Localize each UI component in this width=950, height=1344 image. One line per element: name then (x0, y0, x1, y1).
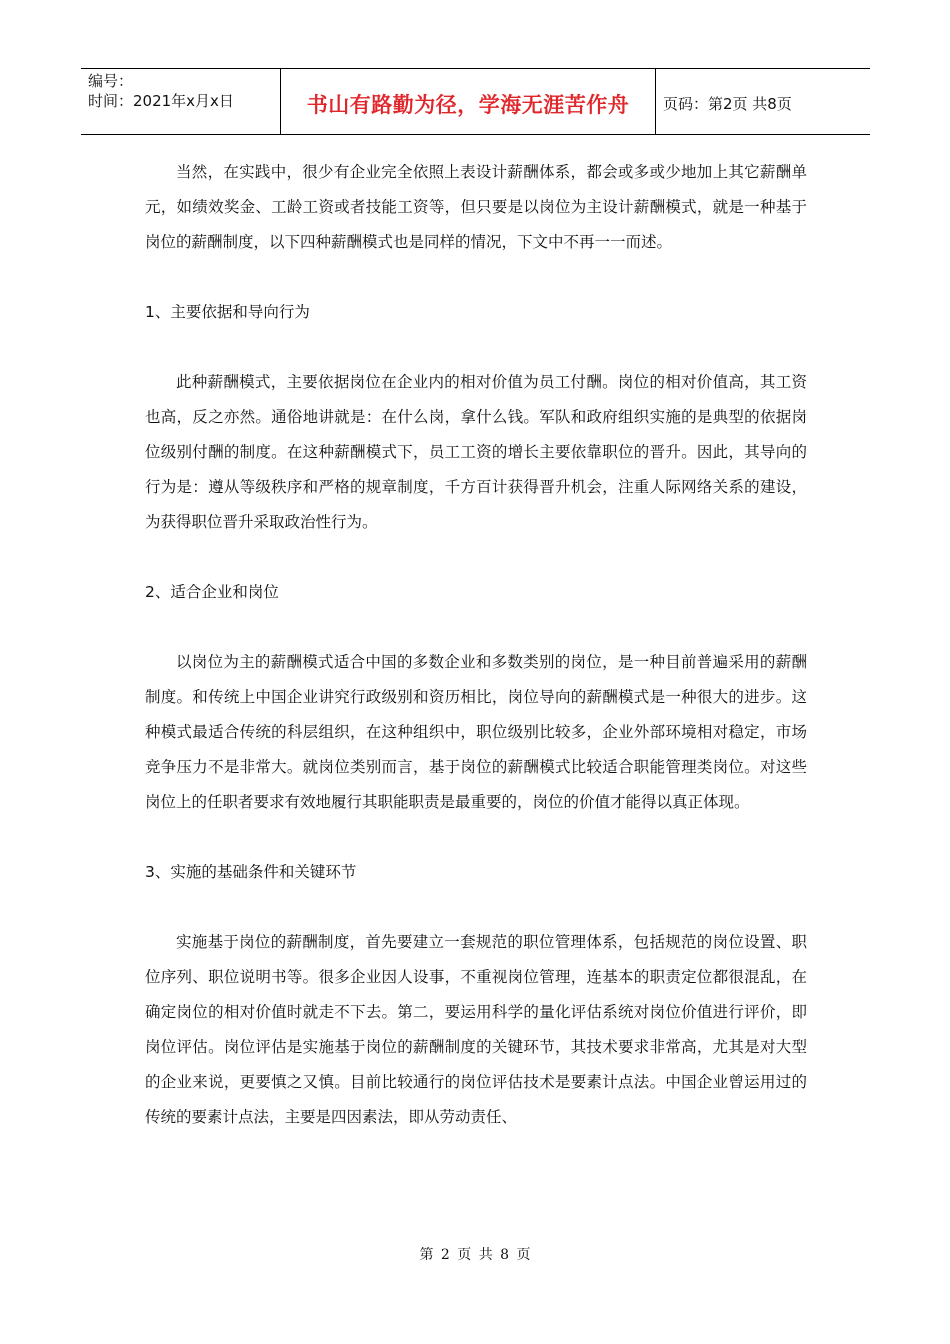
header-page-number: 页码：第2页 共8页 (663, 95, 792, 113)
spacer (145, 890, 807, 925)
spacer (145, 330, 807, 365)
spacer (145, 610, 807, 645)
section-paragraph-2: 以岗位为主的薪酬模式适合中国的多数企业和多数类别的岗位，是一种目前普遍采用的薪酬制度。和传统上中国企业讲究行政级别和资历相比，岗位导向的薪酬模式是一种很大的进步。这种模式最适合传统的科层组织，在这种组织中，职位级别比较多，企业外部环境相对稳定，市场竞争压力不是非常大。就岗位类别而言，基于岗位的薪酬模式比较适合职能管理类岗位。对这些岗位上的任职者要求有效地履行其职能职责是最重要的，岗位的价值才能得以真正体现。 (145, 653, 807, 811)
header-meta-cell (81, 69, 281, 134)
header-motto-cell (281, 69, 656, 134)
document-date-label: 时间：2021年x月x日 (88, 92, 234, 110)
header-motto: 书山有路勤为径，学海无涯苦作舟 (306, 92, 630, 117)
document-header (81, 68, 870, 135)
spacer (145, 540, 807, 575)
section-heading-3: 3、实施的基础条件和关键环节 (145, 863, 357, 881)
document-body (145, 155, 807, 1135)
section-heading-2: 2、适合企业和岗位 (145, 583, 279, 601)
document-number-label: 编号： (88, 72, 134, 90)
spacer (145, 260, 807, 295)
section-paragraph-3: 实施基于岗位的薪酬制度，首先要建立一套规范的职位管理体系，包括规范的岗位设置、职位序列、职位说明书等。很多企业因人设事，不重视岗位管理，连基本的职责定位都很混乱，在确定岗位的相对价值时就走不下去。第二，要运用科学的量化评估系统对岗位价值进行评价，即岗位评估。岗位评估是实施基于岗位的薪酬制度的关键环节，其技术要求非常高，尤其是对大型的企业来说，更要慎之又慎。目前比较通行的岗位评估技术是要素计点法。中国企业曾运用过的传统的要素计点法，主要是四因素法，即从劳动责任、 (145, 933, 807, 1126)
spacer (145, 820, 807, 855)
intro-paragraph: 当然，在实践中，很少有企业完全依照上表设计薪酬体系，都会或多或少地加上其它薪酬单元，如绩效奖金、工龄工资或者技能工资等，但只要是以岗位为主设计薪酬模式，就是一种基于岗位的薪酬制度，以下四种薪酬模式也是同样的情况，下文中不再一一而述。 (145, 163, 807, 251)
page-footer: 第 2 页 共 8 页 (419, 1247, 531, 1263)
section-paragraph-1: 此种薪酬模式，主要依据岗位在企业内的相对价值为员工付酬。岗位的相对价值高，其工资也高，反之亦然。通俗地讲就是：在什么岗，拿什么钱。军队和政府组织实施的是典型的依据岗位级别付酬的制度。在这种薪酬模式下，员工工资的增长主要依靠职位的晋升。因此，其导向的行为是：遵从等级秩序和严格的规章制度，千方百计获得晋升机会，注重人际网络关系的建设，为获得职位晋升采取政治性行为。 (145, 373, 807, 531)
header-page-cell (656, 69, 870, 134)
section-heading-1: 1、主要依据和导向行为 (145, 303, 310, 321)
